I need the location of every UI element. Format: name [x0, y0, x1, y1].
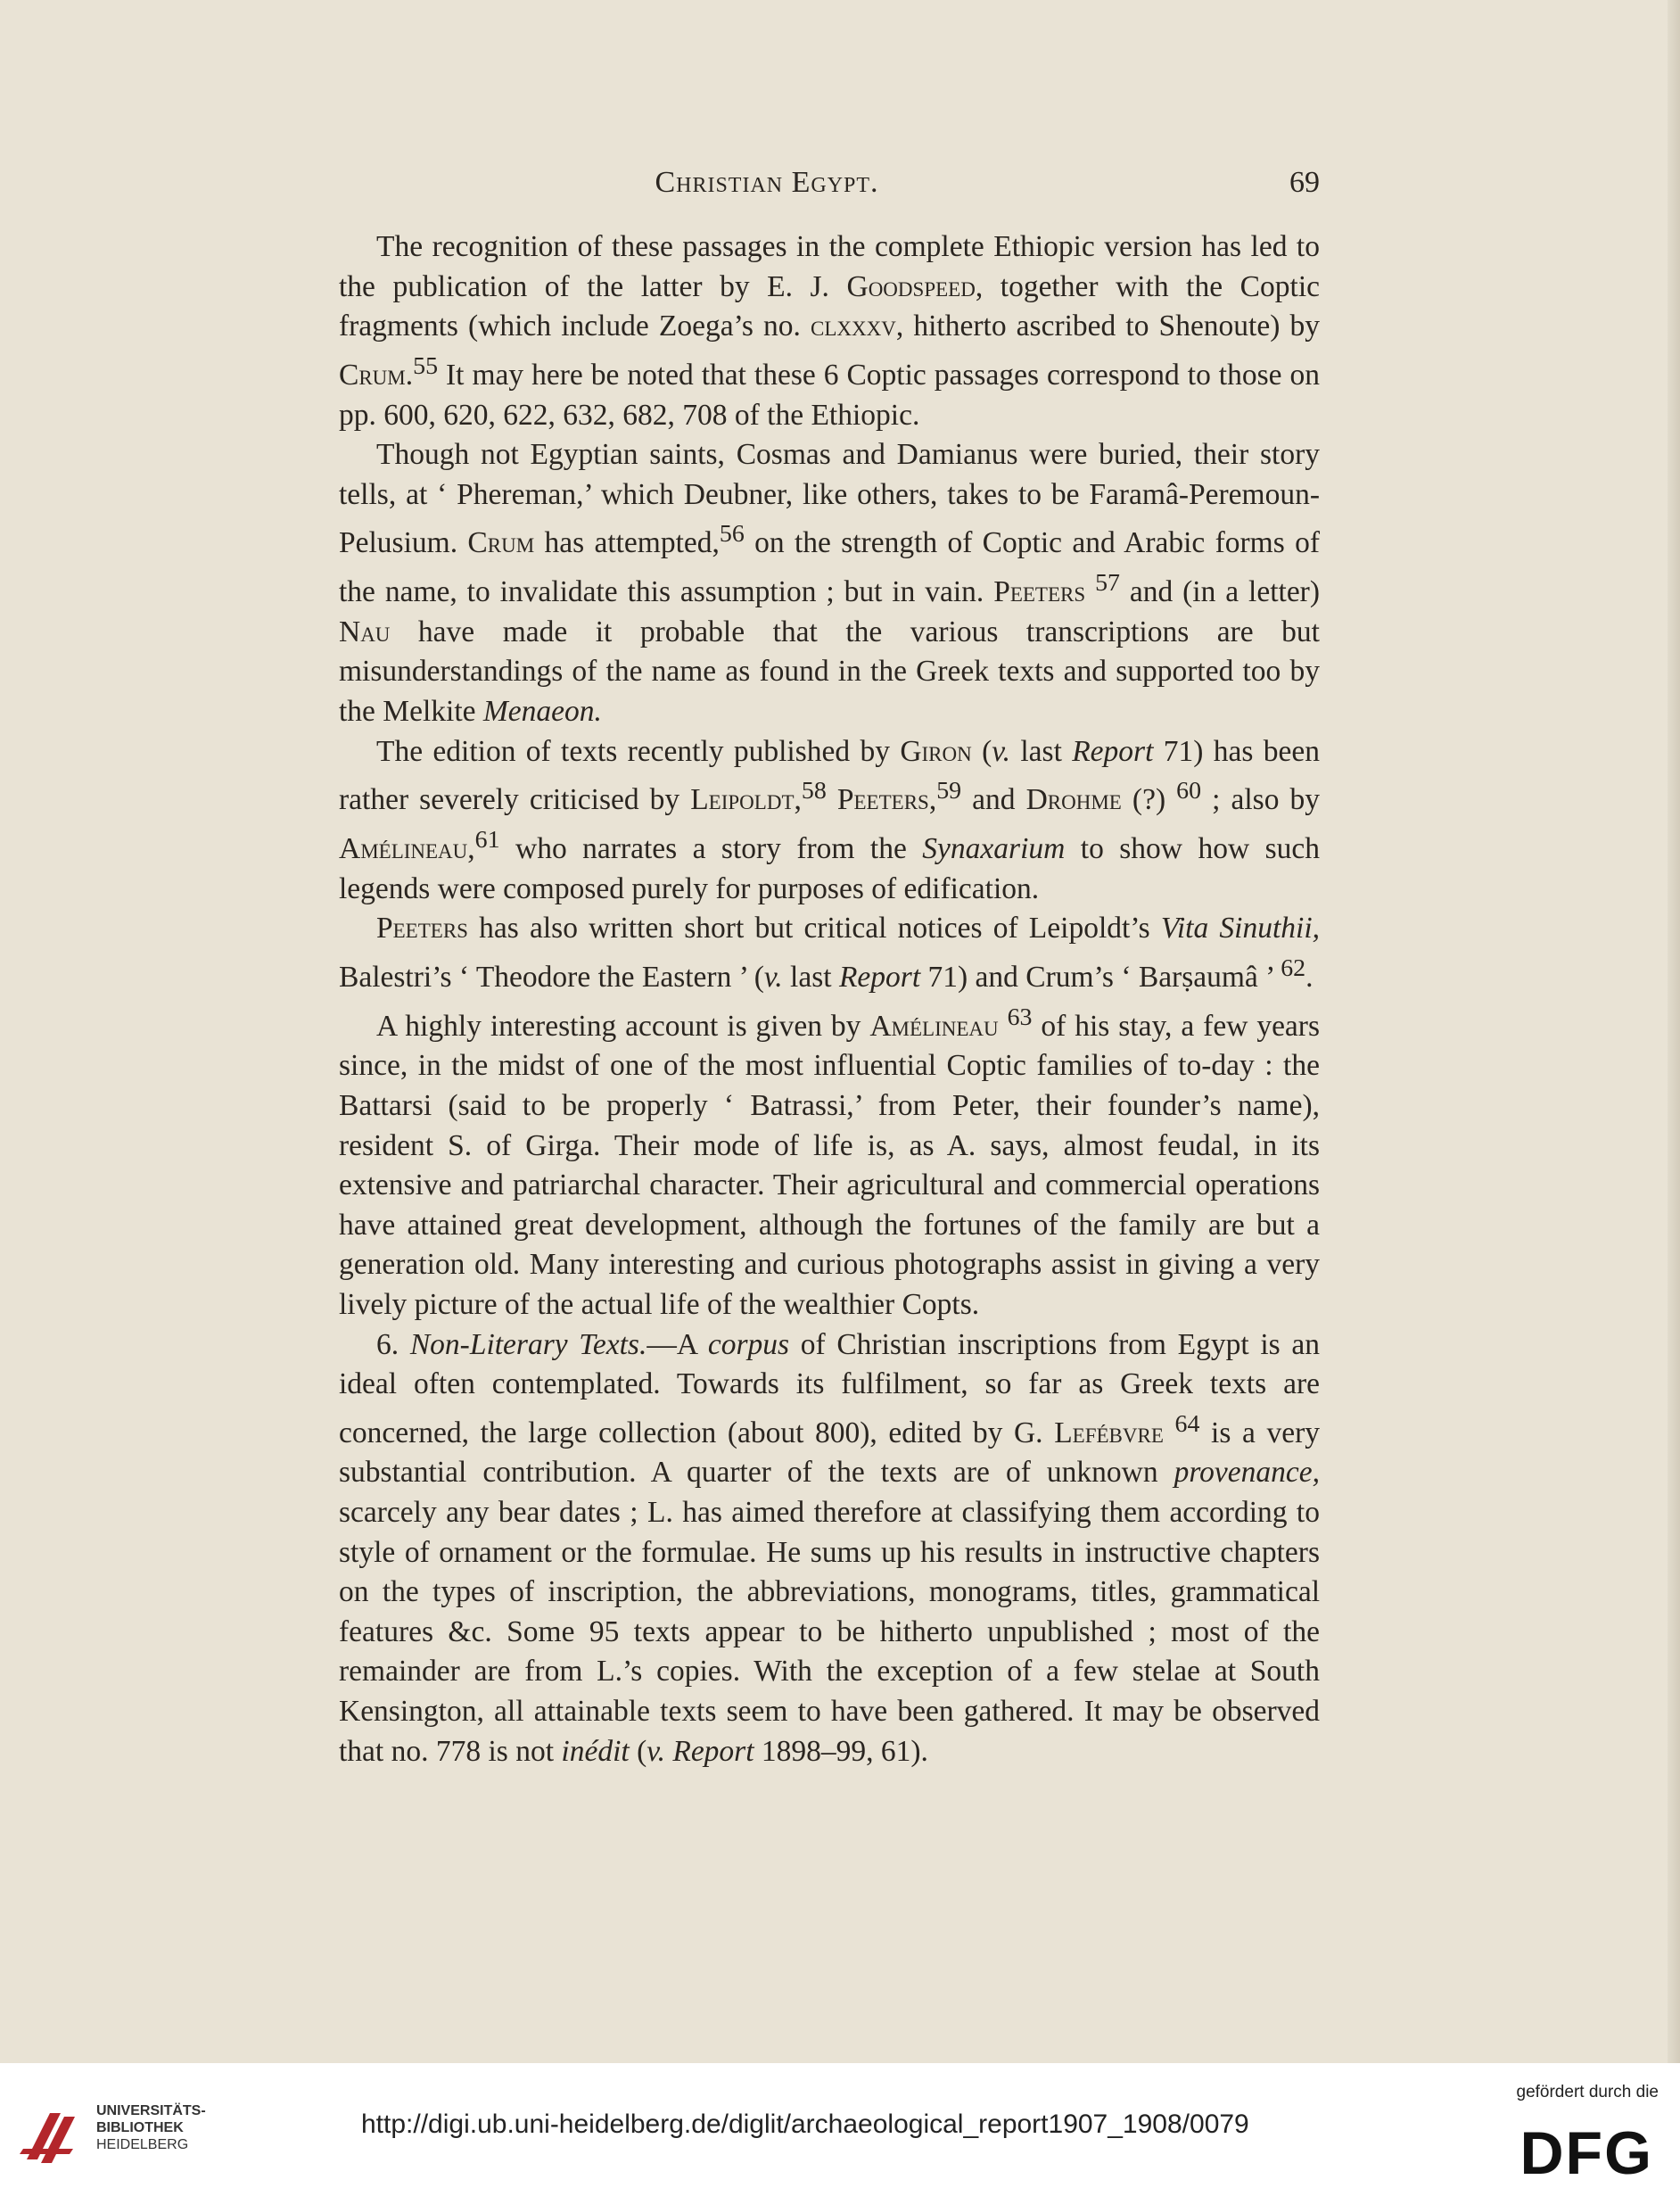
footnote-ref: 61 [474, 825, 500, 854]
italic-text: Menaeon. [482, 695, 602, 728]
italic-text: corpus [707, 1327, 790, 1361]
paragraph [339, 998, 1320, 1325]
text-run: It may here be noted that these 6 Coptic passages correspond to those on pp. 600, 620, 622, 632, 682, 708 of the Ethiopic. [339, 358, 1320, 432]
footnote-ref: 55 [413, 351, 439, 380]
text-run: has attempted, [534, 526, 720, 560]
text-run: , together with the Coptic fragments (which include Zoega’s no. [339, 269, 1320, 343]
text-run: and (in a letter) [1119, 575, 1320, 609]
text-run: of his stay, a few years since, in the midst of one of the most influential Coptic families of to-day : the Battarsi (said to be properly ‘ Batrassi,’ from Peter, their founder’s name), resident S. of Girga. Their mode of life is, as A. says, almost feudal, in its extensive and patriarchal character. Their agricultural and commercial operations have attained great development, although the fortunes of the family are but a generation old. Many interesting and curious photographs assist in giving a very lively picture of the actual life of the wealthier Copts. [339, 1009, 1320, 1321]
name-small-caps: clxxxv [811, 310, 896, 343]
text-run: A highly interesting account is given by [376, 1009, 870, 1043]
name-small-caps: Amélineau [339, 832, 468, 866]
text-run: to show how such legends were composed purely for purposes of edification. [339, 832, 1320, 905]
name-small-caps: Crum [467, 526, 535, 560]
name-small-caps: Goodspeed [846, 269, 976, 303]
text-run: , hitherto ascribed to Shenoute) by [895, 310, 1320, 343]
name-small-caps: Nau [339, 615, 391, 648]
text-run: , [928, 783, 937, 817]
text-run: (?) [1121, 783, 1177, 817]
footnote-ref: 62 [1281, 954, 1306, 982]
text-run: . [1305, 961, 1314, 995]
italic-text: v. Report [646, 1734, 754, 1768]
text-run: , [467, 832, 475, 866]
italic-text: inédit [561, 1734, 630, 1768]
library-name-line3: HEIDELBERG [96, 2137, 189, 2152]
text-run: is a very substantial contribution. A quarter of the texts are of unknown [339, 1416, 1321, 1490]
text-run: 71) has been rather severely criticised by [339, 734, 1320, 817]
text-run [1164, 1416, 1175, 1449]
name-small-caps: Amélineau [869, 1009, 999, 1043]
footnote-ref: 58 [801, 777, 827, 805]
italic-text: Non-Literary Texts. [409, 1327, 647, 1361]
paragraph [339, 732, 1320, 910]
text-run: have made it probable that the various transcriptions are but misunderstandings of the name as found in the Greek texts and supported too by the Melkite [339, 615, 1320, 728]
body-text [339, 227, 1320, 1771]
text-run: 71) and Crum’s ‘ Barṣaumâ ’ [920, 961, 1281, 995]
footnote-ref: 60 [1176, 777, 1202, 805]
italic-text: provenance, [1174, 1456, 1320, 1490]
text-run [827, 783, 837, 816]
running-title: Christian Egypt. [655, 166, 879, 199]
library-name [96, 2102, 206, 2153]
text-run [999, 1010, 1008, 1043]
text-run: last [1010, 734, 1073, 768]
text-run: 1898–99, 61). [754, 1734, 928, 1768]
name-small-caps: Leipoldt [690, 783, 795, 817]
footnote-ref: 56 [719, 520, 745, 549]
text-run: and [961, 783, 1026, 817]
text-run: who narrates a story from the [499, 832, 923, 866]
page-number: 69 [1289, 166, 1320, 199]
text-run: ; also by [1201, 783, 1320, 817]
name-small-caps: Lefébvre [1054, 1416, 1164, 1449]
text-run: scarcely any bear dates ; L. has aimed therefore at classifying them according to style of ornament or the formulae. He sums up his results in instructive chapters on the types of inscription, the abbreviations, monograms, titles, grammatical features &c. Some 95 texts appear to be hitherto unpublished ; most of the remainder are from L.’s copies. With the exception of a few stelae at South Kensington, all attainable texts seem to have been gathered. It may be observed that no. 778 is not [339, 1496, 1320, 1768]
text-run: has also written short but critical notices of Leipoldt’s [467, 912, 1161, 945]
footnote-ref: 59 [936, 777, 962, 805]
italic-text: Report [1072, 734, 1154, 768]
funding-note: gefördert durch die [1516, 2083, 1659, 2101]
library-name-line2: BIBLIOTHEK [96, 2120, 184, 2135]
text-run: of Christian inscriptions from Egypt is an ideal often contemplated. Towards its fulfilment, so far as Greek texts are concerned, the large collection (about 800), edited by G. [339, 1327, 1320, 1449]
italic-text: Synaxarium [922, 832, 1066, 866]
text-run: , [794, 783, 802, 817]
text-run [1085, 575, 1095, 608]
text-run: —A [646, 1327, 708, 1361]
library-name-line1: UNIVERSITÄTS- [96, 2103, 206, 2118]
name-small-caps: Peeters [836, 783, 929, 817]
name-small-caps: Crum [339, 358, 406, 392]
italic-text: Report [838, 961, 921, 995]
page-edge [1668, 0, 1680, 2063]
library-logo-icon [20, 2097, 82, 2168]
footnote-ref: 63 [1007, 1003, 1033, 1031]
paragraph [339, 1325, 1320, 1772]
digitization-footer [0, 2063, 1680, 2187]
text-run: Balestri’s ‘ Theodore the Eastern ’ ( [339, 961, 764, 995]
dfg-logo: DFG [1519, 2119, 1653, 2187]
footnote-ref: 64 [1174, 1409, 1200, 1438]
text-run: . [405, 358, 414, 392]
italic-text: v. [992, 734, 1011, 768]
text-run: last [782, 961, 839, 995]
text-run: ( [971, 734, 992, 768]
name-small-caps: Giron [900, 734, 972, 768]
text-run: Though not Egyptian saints, Cosmas and Damianus were buried, their story tells, at ‘ Phereman,’ which Deubner, like others, takes to be Faramâ-Peremoun-Pelusium. [339, 438, 1320, 560]
paragraph [339, 435, 1320, 731]
name-small-caps: Drohme [1025, 783, 1122, 817]
name-small-caps: Peeters [376, 912, 468, 945]
paragraph [339, 227, 1320, 435]
footnote-ref: 57 [1095, 569, 1120, 598]
name-small-caps: Peeters [993, 575, 1086, 609]
paragraph [339, 909, 1320, 997]
running-head [339, 166, 1320, 207]
text-run: ( [629, 1734, 647, 1768]
italic-text: Vita Sinuthii, [1160, 912, 1320, 945]
text-run: The recognition of these passages in the complete Ethiopic version has led to the publication of the latter by E. J. [339, 230, 1320, 303]
text-run: The edition of texts recently published by [376, 734, 901, 768]
italic-text: v. [763, 961, 783, 995]
text-run: on the strength of Coptic and Arabic forms of the name, to invalidate this assumption ; but in vain. [339, 526, 1320, 609]
text-run: 6. [376, 1327, 410, 1361]
permalink-url[interactable]: http://digi.ub.uni-heidelberg.de/diglit/archaeological_report1907_1908/0079 [361, 2110, 1249, 2139]
